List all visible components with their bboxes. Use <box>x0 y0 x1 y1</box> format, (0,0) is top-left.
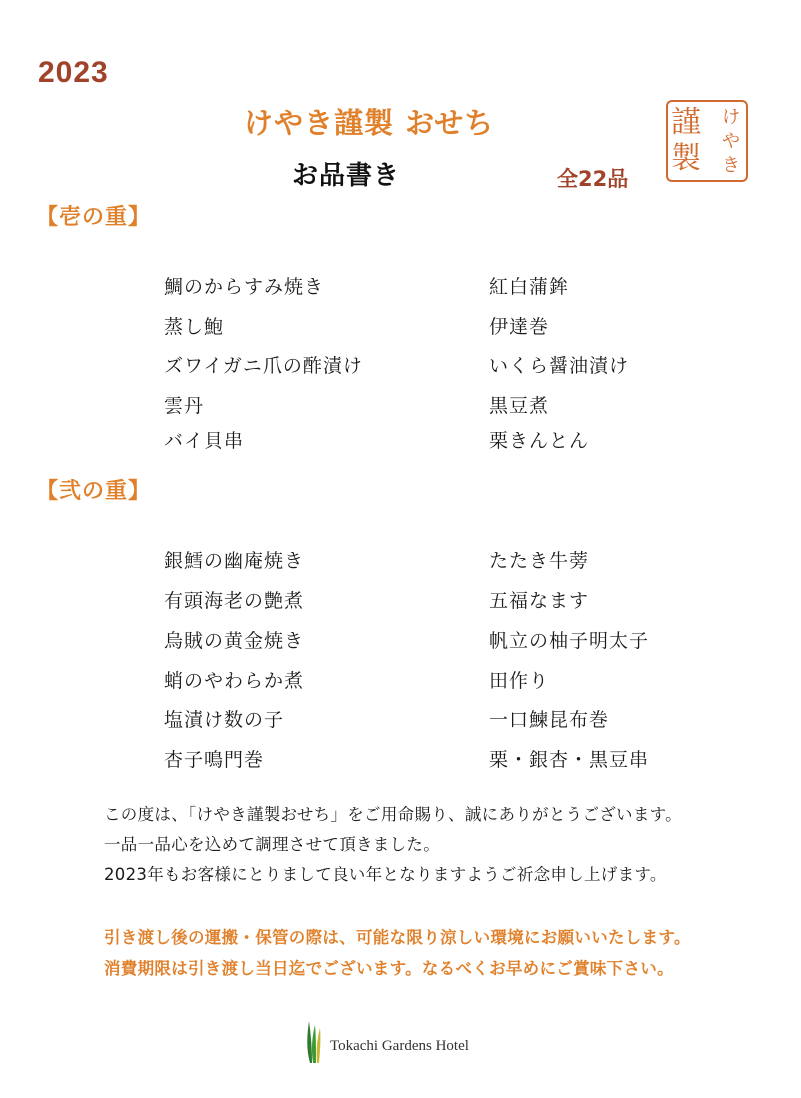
menu-item: 栗きんとん <box>489 430 590 452</box>
tree-logo-icon <box>300 1019 330 1063</box>
menu-item: 伊達巻 <box>489 316 550 338</box>
seal-char: 謹 <box>671 105 701 140</box>
menu-item: 蛸のやわらか煮 <box>164 670 305 692</box>
page-title: けやき謹製 おせち <box>244 106 495 140</box>
menu-item: 栗・銀杏・黒豆串 <box>489 749 650 771</box>
menu-item: 五福なます <box>489 590 590 612</box>
menu-item: 雲丹 <box>164 395 205 417</box>
seal-char: き <box>722 155 740 176</box>
menu-item: 塩漬け数の子 <box>164 709 285 731</box>
section-heading-ichi: 【壱の重】 <box>36 205 152 230</box>
message-line: 2023年もお客様にとりまして良い年となりますようご祈念申し上げます。 <box>104 865 667 884</box>
message-line: 一品一品心を込めて調理させて頂きました。 <box>104 835 440 854</box>
menu-item: 烏賊の黄金焼き <box>164 630 305 652</box>
seal-char: や <box>722 131 740 152</box>
item-count-badge: 全22品 <box>557 167 629 191</box>
menu-item: 銀鱈の幽庵焼き <box>164 550 305 572</box>
menu-item: いくら醤油漬け <box>489 355 630 377</box>
menu-item: 杏子鳴門巻 <box>164 749 265 771</box>
menu-item: 蒸し鮑 <box>164 316 225 338</box>
section-heading-ni: 【弐の重】 <box>36 479 152 504</box>
menu-item: 田作り <box>489 670 550 692</box>
menu-item: たたき牛蒡 <box>489 550 590 572</box>
year-label: 2023 <box>38 56 109 89</box>
warning-line: 消費期限は引き渡し当日迄でございます。なるべくお早めにご賞味下さい。 <box>104 959 674 978</box>
menu-item: 黒豆煮 <box>489 395 550 417</box>
menu-item: 紅白蒲鉾 <box>489 276 570 298</box>
seal-char: 製 <box>671 141 701 176</box>
message-line: この度は、「けやき謹製おせち」をご用命賜り、誠にありがとうございます。 <box>104 805 682 824</box>
menu-item: 鯛のからすみ焼き <box>164 276 325 298</box>
menu-item: 有頭海老の艶煮 <box>164 590 305 612</box>
seal-char: け <box>722 107 740 128</box>
menu-item: ズワイガニ爪の酢漬け <box>164 355 363 377</box>
hotel-logo-text: Tokachi Gardens Hotel <box>330 1038 469 1054</box>
page-subtitle: お品書き <box>292 161 401 191</box>
menu-item: 帆立の柚子明太子 <box>489 630 650 652</box>
menu-item: バイ貝串 <box>164 430 245 452</box>
warning-line: 引き渡し後の運搬・保管の際は、可能な限り涼しい環境にお願いいたします。 <box>104 928 691 947</box>
seal-stamp <box>666 100 748 182</box>
menu-item: 一口鰊昆布巻 <box>489 709 610 731</box>
